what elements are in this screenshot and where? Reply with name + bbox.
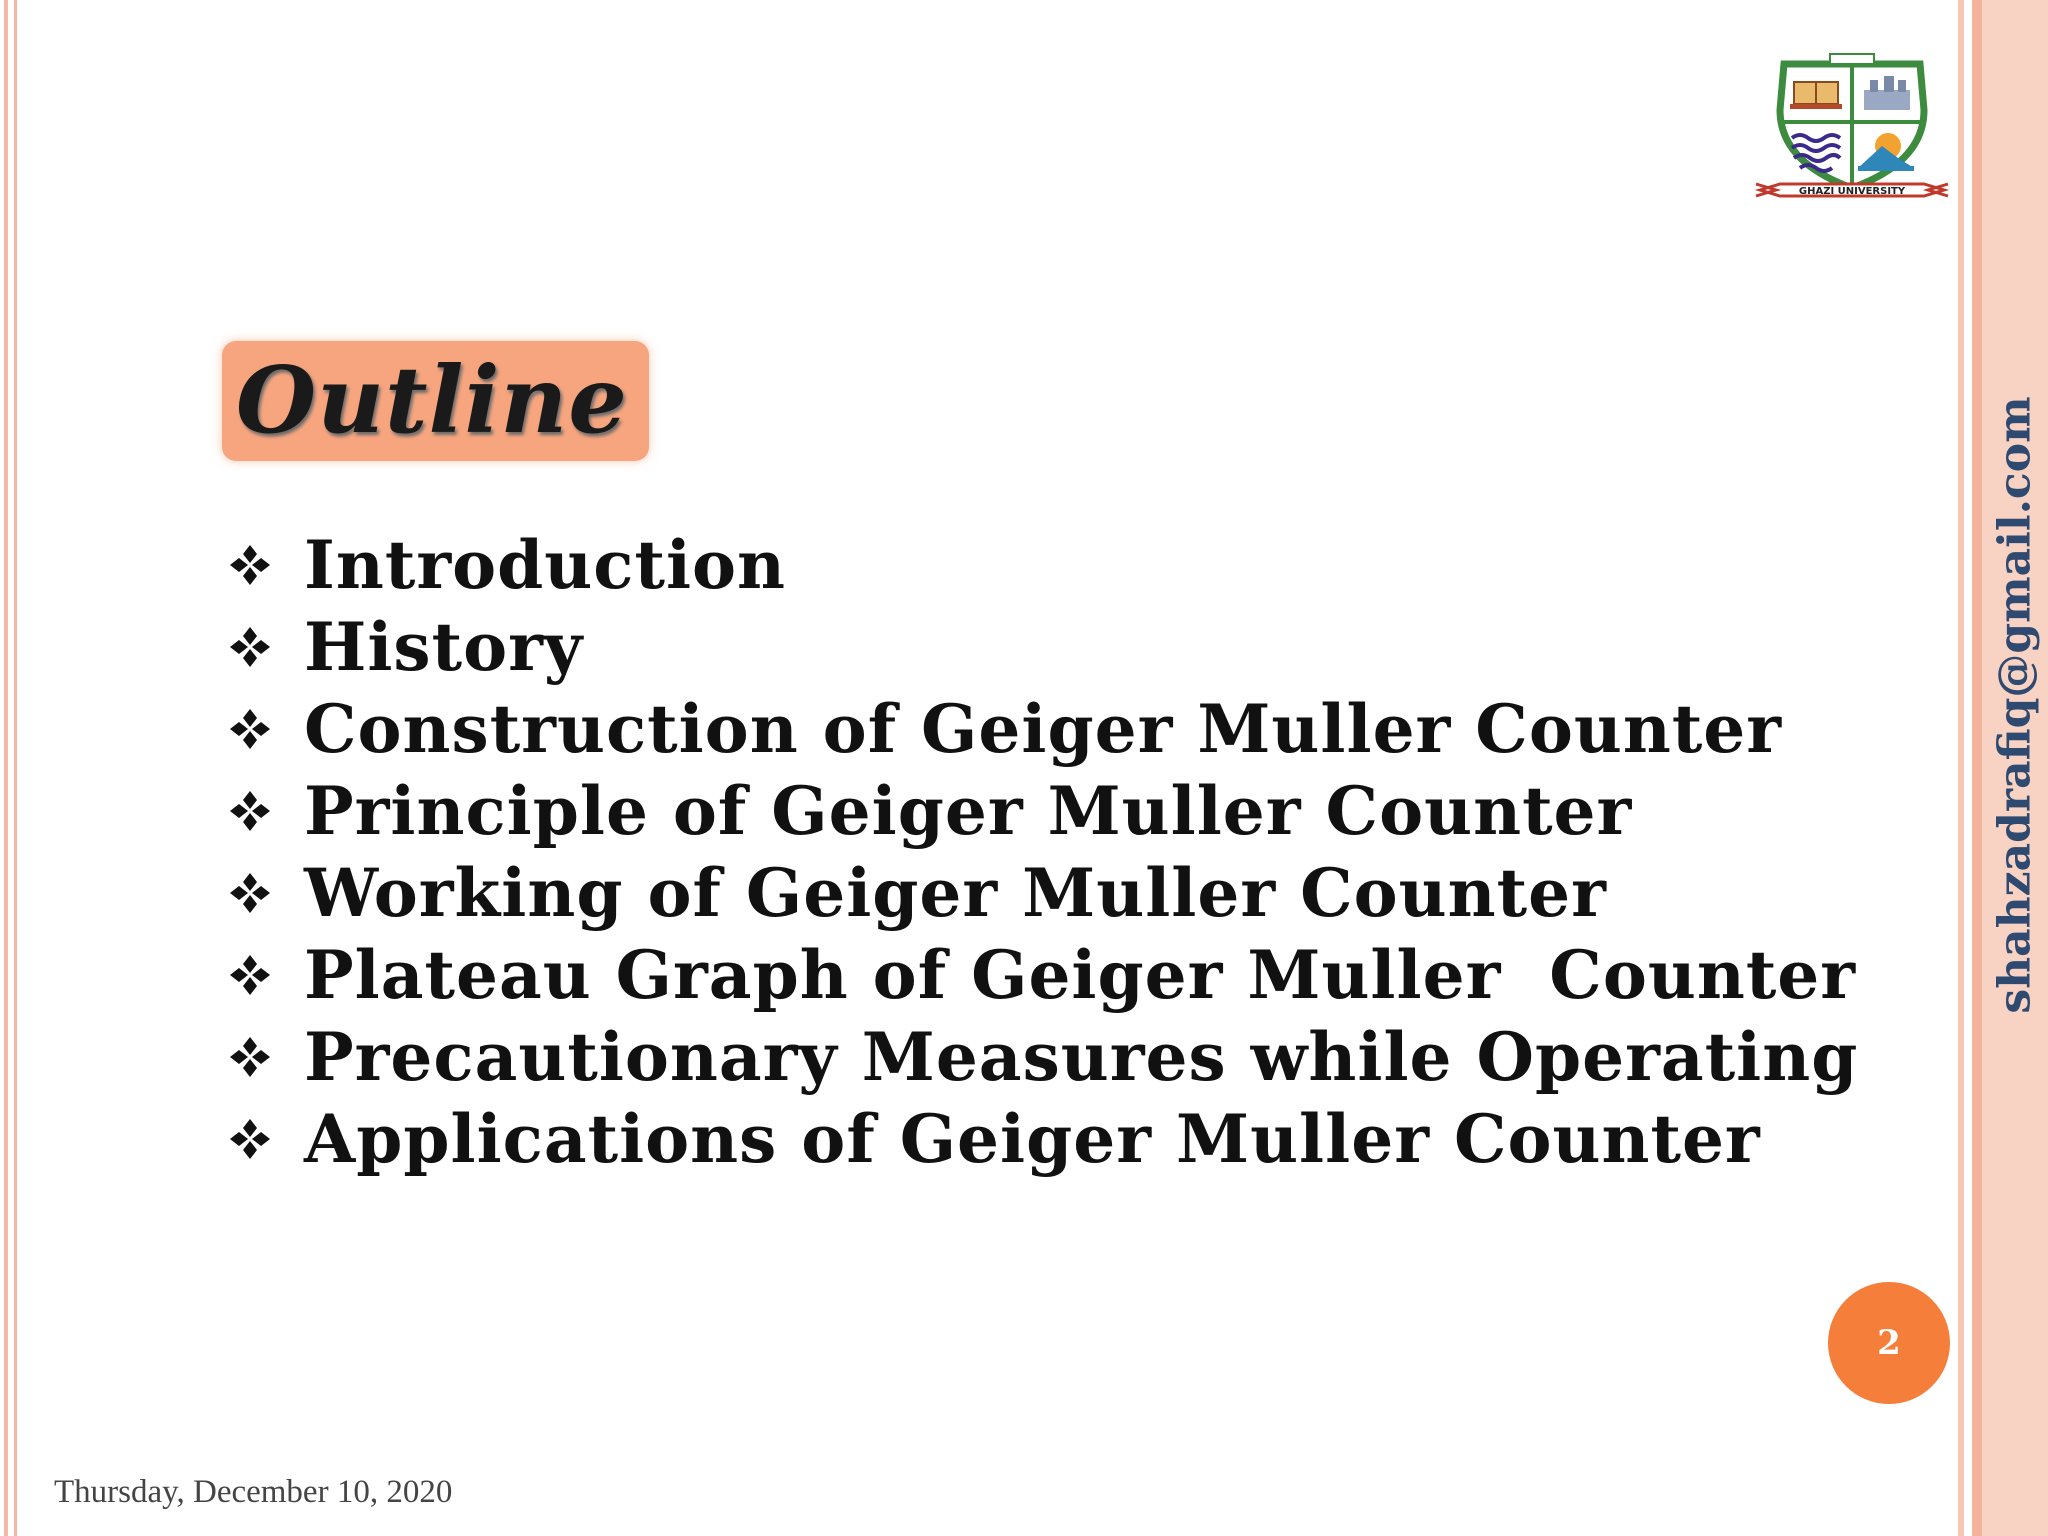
four-diamond-bullet-icon	[228, 871, 272, 915]
list-item-label: Principle of Geiger Muller Counter	[304, 772, 1633, 850]
logo-text: GHAZI UNIVERSITY	[1798, 186, 1906, 197]
four-diamond-bullet-icon	[228, 953, 272, 997]
four-diamond-bullet-icon	[228, 625, 272, 669]
email-band	[1982, 370, 2048, 1040]
four-diamond-bullet-icon	[228, 1117, 272, 1161]
right-border-stripe	[1958, 0, 1964, 1536]
page-number: 2	[1877, 1323, 1901, 1363]
four-diamond-bullet-icon	[228, 543, 272, 587]
list-item	[228, 770, 1858, 852]
slide-date: Thursday, December 10, 2020	[54, 1474, 453, 1510]
four-diamond-bullet-icon	[228, 707, 272, 751]
list-item	[228, 1098, 1858, 1180]
four-diamond-bullet-icon	[228, 789, 272, 833]
slide-title: Outline	[236, 346, 628, 454]
left-border-line	[4, 0, 8, 1536]
four-diamond-bullet-icon	[228, 1035, 272, 1079]
list-item	[228, 688, 1858, 770]
right-border-stripe	[1972, 0, 1982, 1536]
page-number-badge	[1828, 1282, 1950, 1404]
list-item	[228, 852, 1858, 934]
author-email: shahzadrafiq@gmail.com	[1989, 396, 2041, 1014]
list-item	[228, 606, 1858, 688]
list-item-label: Precautionary Measures while Operating	[304, 1018, 1859, 1096]
list-item	[228, 934, 1858, 1016]
list-item-label: Applications of Geiger Muller Counter	[304, 1100, 1761, 1178]
list-item-label: Working of Geiger Muller Counter	[304, 854, 1607, 932]
university-logo	[1754, 50, 1950, 208]
list-item-label: Plateau Graph of Geiger Muller Counter	[304, 936, 1857, 1014]
list-item	[228, 524, 1858, 606]
outline-list	[228, 524, 1858, 1180]
list-item-label: History	[304, 608, 584, 686]
title-box	[222, 341, 649, 461]
left-border-line	[14, 0, 17, 1536]
list-item-label: Introduction	[304, 526, 787, 604]
list-item	[228, 1016, 1858, 1098]
list-item-label: Construction of Geiger Muller Counter	[304, 690, 1783, 768]
